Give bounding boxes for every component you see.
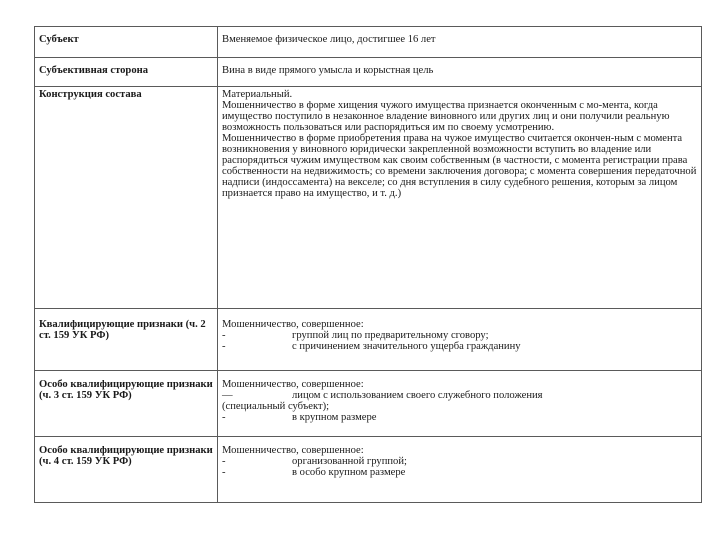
row-label-text: Особо квалифицирующие признаки (ч. 4 ст. 159 УК РФ) xyxy=(39,445,213,467)
row-content xyxy=(218,371,702,437)
list-item xyxy=(222,456,698,467)
row-content xyxy=(218,437,702,503)
list-dash: - xyxy=(222,412,226,423)
list-item-text: организованной группой; xyxy=(292,456,407,467)
list-item-text: в крупном размере xyxy=(292,412,377,423)
list-dash: - xyxy=(222,330,226,341)
table-row xyxy=(35,309,702,371)
table-row xyxy=(35,87,702,309)
table-row xyxy=(35,371,702,437)
row-label xyxy=(35,437,218,503)
row-label xyxy=(35,87,218,309)
row-label-text: Субъективная сторона xyxy=(39,65,149,76)
list-intro: Мошенничество, совершенное: xyxy=(222,379,364,390)
list-item xyxy=(222,401,698,412)
table-row xyxy=(35,437,702,503)
paragraph: Мошенничество в форме хищения чужого имущества признается оконченным с мо-мента, когда имущество поступило в незаконное владение виновного или других лиц и они получили реальную возможность пользоваться или распорядиться им по своему усмотрению. xyxy=(222,100,670,133)
table-row xyxy=(35,58,702,87)
row-label xyxy=(35,371,218,437)
row-label-text: Субъект xyxy=(39,34,79,45)
paragraph: Мошенничество в форме приобретения права на чужое имущество считается окончен-ным с момента возникновения у виновного юридически закрепленной возможности вступить во владение или распорядиться чужим имуществом как своим собственным (в частности, с момента регистрации права собственности на недвижимость; со времени заключения договора; с момента совершения передаточной надписи (индоссамента) на векселе; со дня вступления в силу судебного решения, которым за лицом признается право на имущество, и т. д.) xyxy=(222,133,697,199)
list-item-text: (специальный субъект); xyxy=(222,401,330,412)
row-content xyxy=(218,58,702,87)
list-item-text: в особо крупном размере xyxy=(292,467,406,478)
list-item xyxy=(222,467,698,478)
row-label xyxy=(35,27,218,58)
list-item-text: с причинением значительного ущерба гражданину xyxy=(292,341,521,352)
row-content xyxy=(218,87,702,309)
list-dash: - xyxy=(222,456,226,467)
list-dash: — xyxy=(222,390,233,401)
row-content-text: Вина в виде прямого умысла и корыстная цель xyxy=(222,65,434,76)
table-row xyxy=(35,27,702,58)
row-content-text: Вменяемое физическое лицо, достигшее 16 лет xyxy=(222,34,436,45)
list-dash: - xyxy=(222,341,226,352)
row-content xyxy=(218,309,702,371)
row-label-text: Квалифицирующие признаки (ч. 2 ст. 159 УК РФ) xyxy=(39,319,206,341)
row-label xyxy=(35,58,218,87)
list-intro: Мошенничество, совершенное: xyxy=(222,319,364,330)
list-item xyxy=(222,390,698,401)
list-item xyxy=(222,330,698,341)
list-dash: - xyxy=(222,467,226,478)
list-intro: Мошенничество, совершенное: xyxy=(222,445,364,456)
list-item-text: группой лиц по предварительному сговору; xyxy=(292,330,489,341)
row-label-text: Конструкция состава xyxy=(39,89,142,100)
paragraph: Материальный. xyxy=(222,89,293,100)
row-label xyxy=(35,309,218,371)
row-content xyxy=(218,27,702,58)
crime-elements-table xyxy=(34,26,702,503)
list-item-text: лицом с использованием своего служебного положения xyxy=(292,390,543,401)
list-item xyxy=(222,412,698,423)
row-label-text: Особо квалифицирующие признаки (ч. 3 ст. 159 УК РФ) xyxy=(39,379,213,401)
list-item xyxy=(222,341,698,352)
